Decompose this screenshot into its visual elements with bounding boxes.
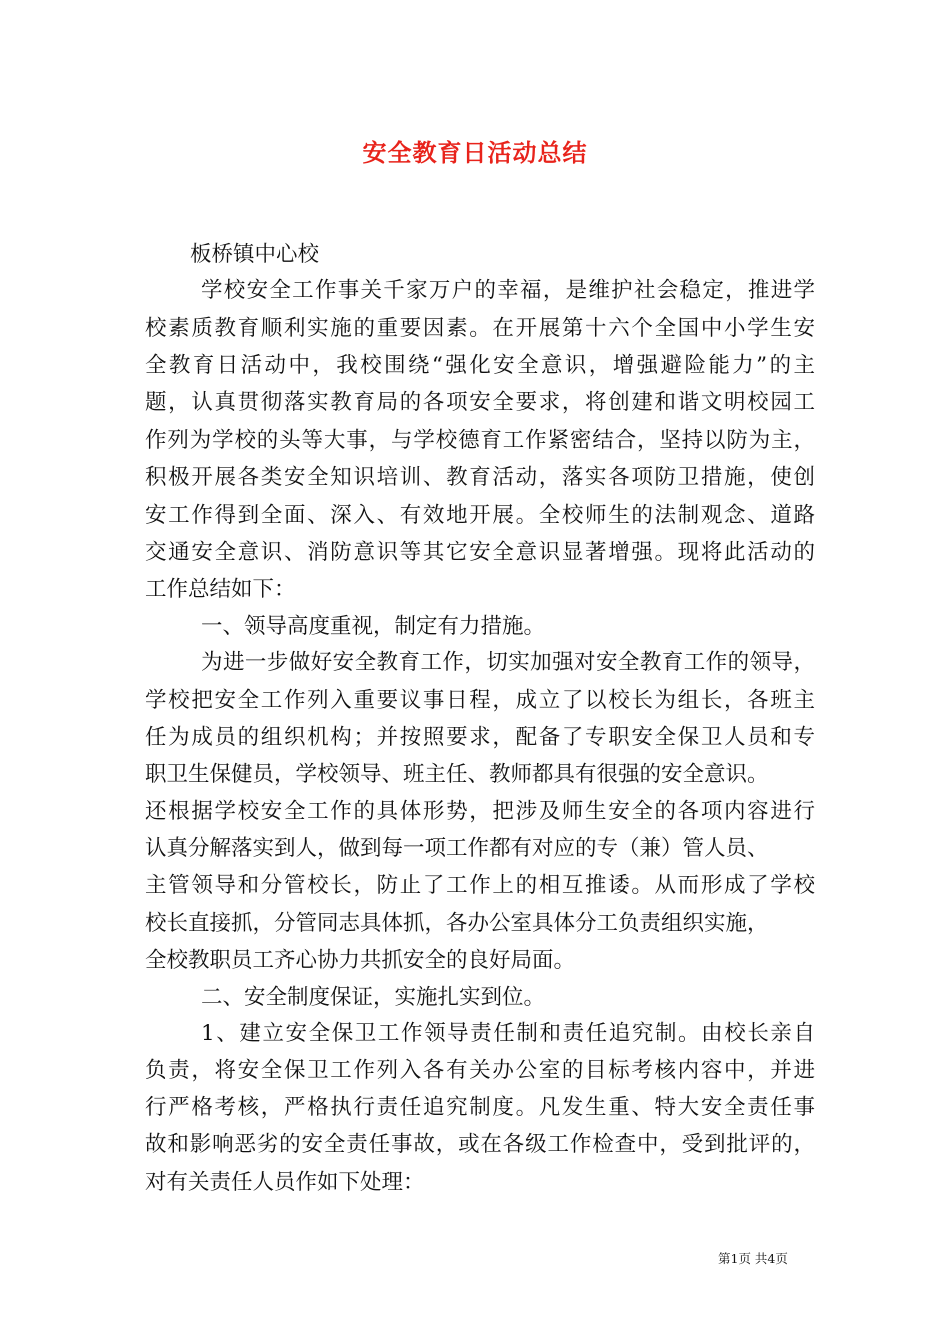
- body-line: 主管领导和分管校长，防止了工作上的相互推诿。从而形成了学校: [145, 873, 815, 898]
- body-line: 校长直接抓，分管同志具体抓，各办公室具体分工负责组织实施，: [145, 911, 769, 936]
- body-line: 职卫生保健员，学校领导、班主任、教师都具有很强的安全意识。: [145, 762, 769, 787]
- body-line: 交通安全意识、消防意识等其它安全意识显著增强。现将此活动的: [145, 540, 815, 565]
- body-line: 工作总结如下：: [145, 577, 296, 602]
- body-line: 故和影响恶劣的安全责任事故，或在各级工作检查中，受到批评的，: [145, 1132, 815, 1157]
- body-line: 安工作得到全面、深入、有效地开展。全校师生的法制观念、道路: [145, 503, 815, 528]
- body-line: 对有关责任人员作如下处理：: [145, 1170, 425, 1195]
- body-line: 认真分解落实到人，做到每一项工作都有对应的专（兼）管人员、: [145, 836, 769, 861]
- body-line: 作列为学校的头等大事，与学校德育工作紧密结合，坚持以防为主，: [145, 428, 815, 453]
- organization-line: 板桥镇中心校: [190, 242, 320, 267]
- body-line: 任为成员的组织机构；并按照要求，配备了专职安全保卫人员和专: [145, 725, 815, 750]
- page-number: 第1页 共4页: [718, 1251, 788, 1266]
- body-line: 题，认真贯彻落实教育局的各项安全要求，将创建和谐文明校园工: [145, 390, 815, 415]
- body-line: 1、建立安全保卫工作领导责任制和责任追究制。由校长亲自: [201, 1021, 815, 1046]
- body-line: 校素质教育顺利实施的重要因素。在开展第十六个全国中小学生安: [145, 316, 815, 341]
- body-line: 行严格考核，严格执行责任追究制度。凡发生重、特大安全责任事: [145, 1095, 815, 1120]
- section-heading: 二、安全制度保证，实施扎实到位。: [201, 985, 546, 1010]
- body-line: 学校安全工作事关千家万户的幸福，是维护社会稳定，推进学: [201, 278, 815, 303]
- body-line: 积极开展各类安全知识培训、教育活动，落实各项防卫措施，使创: [145, 465, 815, 490]
- section-heading: 一、领导高度重视，制定有力措施。: [201, 614, 546, 639]
- body-line: 负责，将安全保卫工作列入各有关办公室的目标考核内容中，并进: [145, 1058, 815, 1083]
- body-line: 还根据学校安全工作的具体形势，把涉及师生安全的各项内容进行: [145, 799, 815, 824]
- body-line: 学校把安全工作列入重要议事日程，成立了以校长为组长，各班主: [145, 688, 815, 713]
- document-title: 安全教育日活动总结: [362, 138, 588, 167]
- body-line: 全教育日活动中，我校围绕“强化安全意识，增强避险能力”的主: [145, 353, 815, 378]
- body-line: 为进一步做好安全教育工作，切实加强对安全教育工作的领导，: [201, 650, 815, 675]
- body-line: 全校教职员工齐心协力共抓安全的良好局面。: [145, 948, 576, 973]
